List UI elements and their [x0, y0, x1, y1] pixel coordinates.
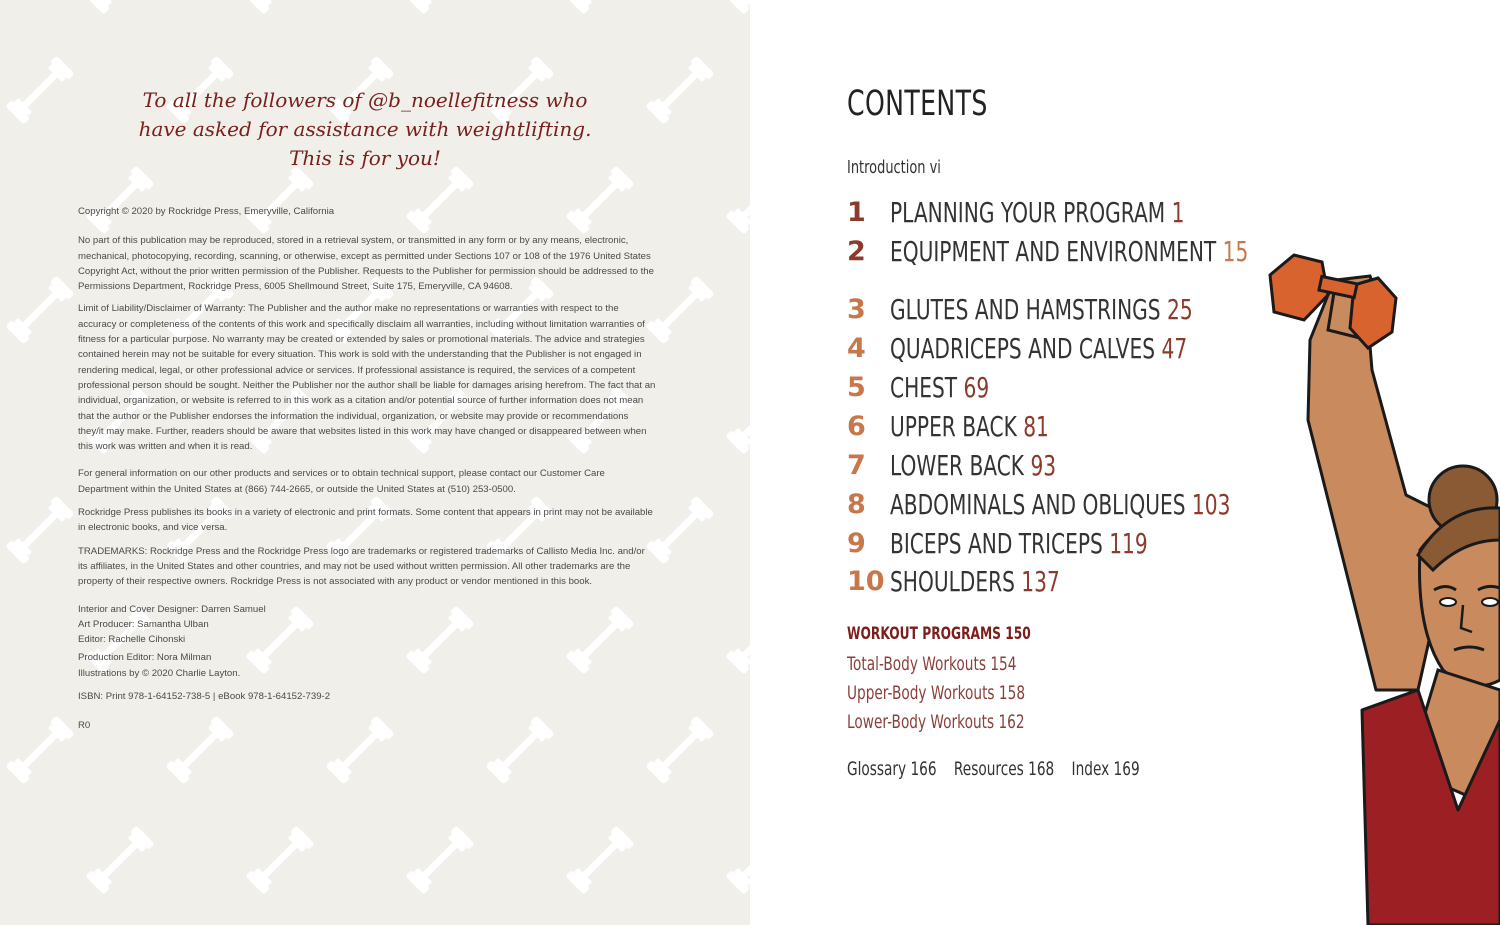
- chapter-page: 1: [1171, 196, 1185, 229]
- chapter-page: 69: [963, 371, 990, 404]
- credit-designer: Interior and Cover Designer: Darren Samuel: [78, 603, 266, 615]
- contents-title: CONTENTS: [847, 84, 988, 124]
- chapter-title: LOWER BACK: [890, 449, 1025, 482]
- toc-workout-lower-body[interactable]: Lower-Body Workouts 162: [847, 711, 1025, 733]
- credit-illustrations: Illustrations by © 2020 Charlie Layton.: [78, 667, 241, 679]
- chapter-page: 81: [1023, 410, 1049, 443]
- print-code: R0: [78, 720, 91, 732]
- workout-programs-heading[interactable]: WORKOUT PROGRAMS 150: [847, 624, 1031, 644]
- chapter-page: 25: [1166, 293, 1193, 326]
- chapter-page: 47: [1161, 332, 1188, 365]
- isbn: ISBN: Print 978-1-64152-738-5 | eBook 978-1-64152-739-2: [78, 691, 331, 703]
- toc-back-matter: [847, 758, 1153, 780]
- dedication-line-1: To all the followers of @b_noellefitness who: [142, 88, 588, 112]
- chapter-number: 6: [847, 411, 866, 442]
- credit-art-producer: Art Producer: Samantha Ulban: [78, 618, 209, 630]
- chapter-title: QUADRICEPS AND CALVES: [890, 332, 1156, 365]
- chapter-title: ABDOMINALS AND OBLIQUES: [890, 488, 1186, 521]
- chapter-title: GLUTES AND HAMSTRINGS: [890, 293, 1161, 326]
- chapter-number: 3: [847, 294, 866, 325]
- chapter-title: PLANNING YOUR PROGRAM: [890, 196, 1166, 229]
- rights-paragraph: No part of this publication may be reproduced, stored in a retrieval system, or transmitted in any form or by any means, electronic, mechanical, photocopying, recording, scanning, or otherwise, except as permitted under Sections 107 or 108 of the 1976 United States Copyright Act, without the prior written permission of the Publisher. Requests to the Publisher for permission should be addressed to the Permissions Department, Rockridge Press, 6005 Shellmound Street, Suite 175, Emeryville, CA 94608.: [78, 235, 654, 293]
- chapter-number: 2: [847, 236, 866, 267]
- toc-workout-upper-body[interactable]: Upper-Body Workouts 158: [847, 682, 1026, 704]
- chapter-number: 7: [847, 450, 866, 481]
- chapter-number: 8: [847, 489, 866, 520]
- toc-index[interactable]: Index 169: [1071, 758, 1140, 780]
- toc-glossary[interactable]: Glossary 166: [847, 758, 937, 780]
- credit-production-editor: Production Editor: Nora Milman: [78, 652, 212, 664]
- chapter-number: 5: [847, 372, 866, 403]
- copyright-line: Copyright © 2020 by Rockridge Press, Emeryville, California: [78, 206, 335, 217]
- chapter-page: 93: [1030, 449, 1057, 482]
- toc-resources[interactable]: Resources 168: [953, 758, 1055, 780]
- chapter-title: BICEPS AND TRICEPS: [890, 527, 1103, 560]
- credit-editor: Editor: Rachelle Cihonski: [78, 634, 186, 646]
- chapter-number: 10: [847, 566, 885, 597]
- dedication-line-3: This is for you!: [289, 146, 441, 170]
- toc-introduction[interactable]: Introduction vi: [847, 157, 941, 178]
- dedication: [100, 86, 630, 173]
- support-paragraph: For general information on our other products and services or to obtain technical support, please contact our Customer Care Department within the United States at (866) 744-2665, or outside the United States at (510) 253-0500.: [78, 468, 605, 495]
- chapter-title: UPPER BACK: [890, 410, 1017, 443]
- chapter-page: 103: [1191, 488, 1231, 521]
- formats-paragraph: Rockridge Press publishes its books in a variety of electronic and print formats. Some content that appears in print may not be available in electronic books, and vice versa.: [78, 507, 653, 534]
- trademarks-paragraph: TRADEMARKS: Rockridge Press and the Rockridge Press logo are trademarks or registered trademarks of Callisto Media Inc. and/or its affiliates, in the United States and other countries, and may not be used without written permission. All other trademarks are the property of their respective owners. Rockridge Press is not associated with any product or vendor mentioned in this book.: [78, 545, 645, 588]
- copyright-text: [78, 204, 656, 734]
- dedication-line-2: have asked for assistance with weightlifting.: [138, 117, 592, 141]
- chapter-title: CHEST: [890, 371, 958, 404]
- chapter-number: 4: [847, 333, 866, 364]
- chapter-number: 1: [847, 197, 866, 228]
- toc-workout-total-body[interactable]: Total-Body Workouts 154: [847, 653, 1017, 675]
- chapter-title: SHOULDERS: [890, 565, 1015, 598]
- chapter-page: 119: [1109, 527, 1148, 560]
- woman-lifting-dumbbell-illustration: [1258, 250, 1500, 925]
- chapter-page: 15: [1222, 235, 1249, 268]
- disclaimer-paragraph: Limit of Liability/Disclaimer of Warranty: The Publisher and the author make no representations or warranties with respect to the accuracy or completeness of the contents of this work and specifically disclaim all warranties, including without limitation warranties of fitness for a particular purpose. No warranty may be created or extended by sales or promotional materials. The advice and strategies contained herein may not be suitable for every situation. This work is sold with the understanding that the Publisher is not engaged in rendering medical, legal, or other professional advice or services. If professional assistance is required, the services of a competent professional person should be sought. Neither the Publisher nor the author shall be liable for damages arising herefrom. The fact that an individual, organization, or website is referred to in this work as a citation and/or potential source of further information does not mean that the author or the Publisher endorses the information the individual, organization, or website may provide or recommendations they/it may make. Further, readers should be aware that websites listed in this work may have changed or disappeared between when this work was written and when it is read.: [78, 303, 656, 453]
- chapter-page: 137: [1021, 565, 1060, 598]
- chapter-number: 9: [847, 528, 866, 559]
- chapter-title: EQUIPMENT AND ENVIRONMENT: [890, 235, 1217, 268]
